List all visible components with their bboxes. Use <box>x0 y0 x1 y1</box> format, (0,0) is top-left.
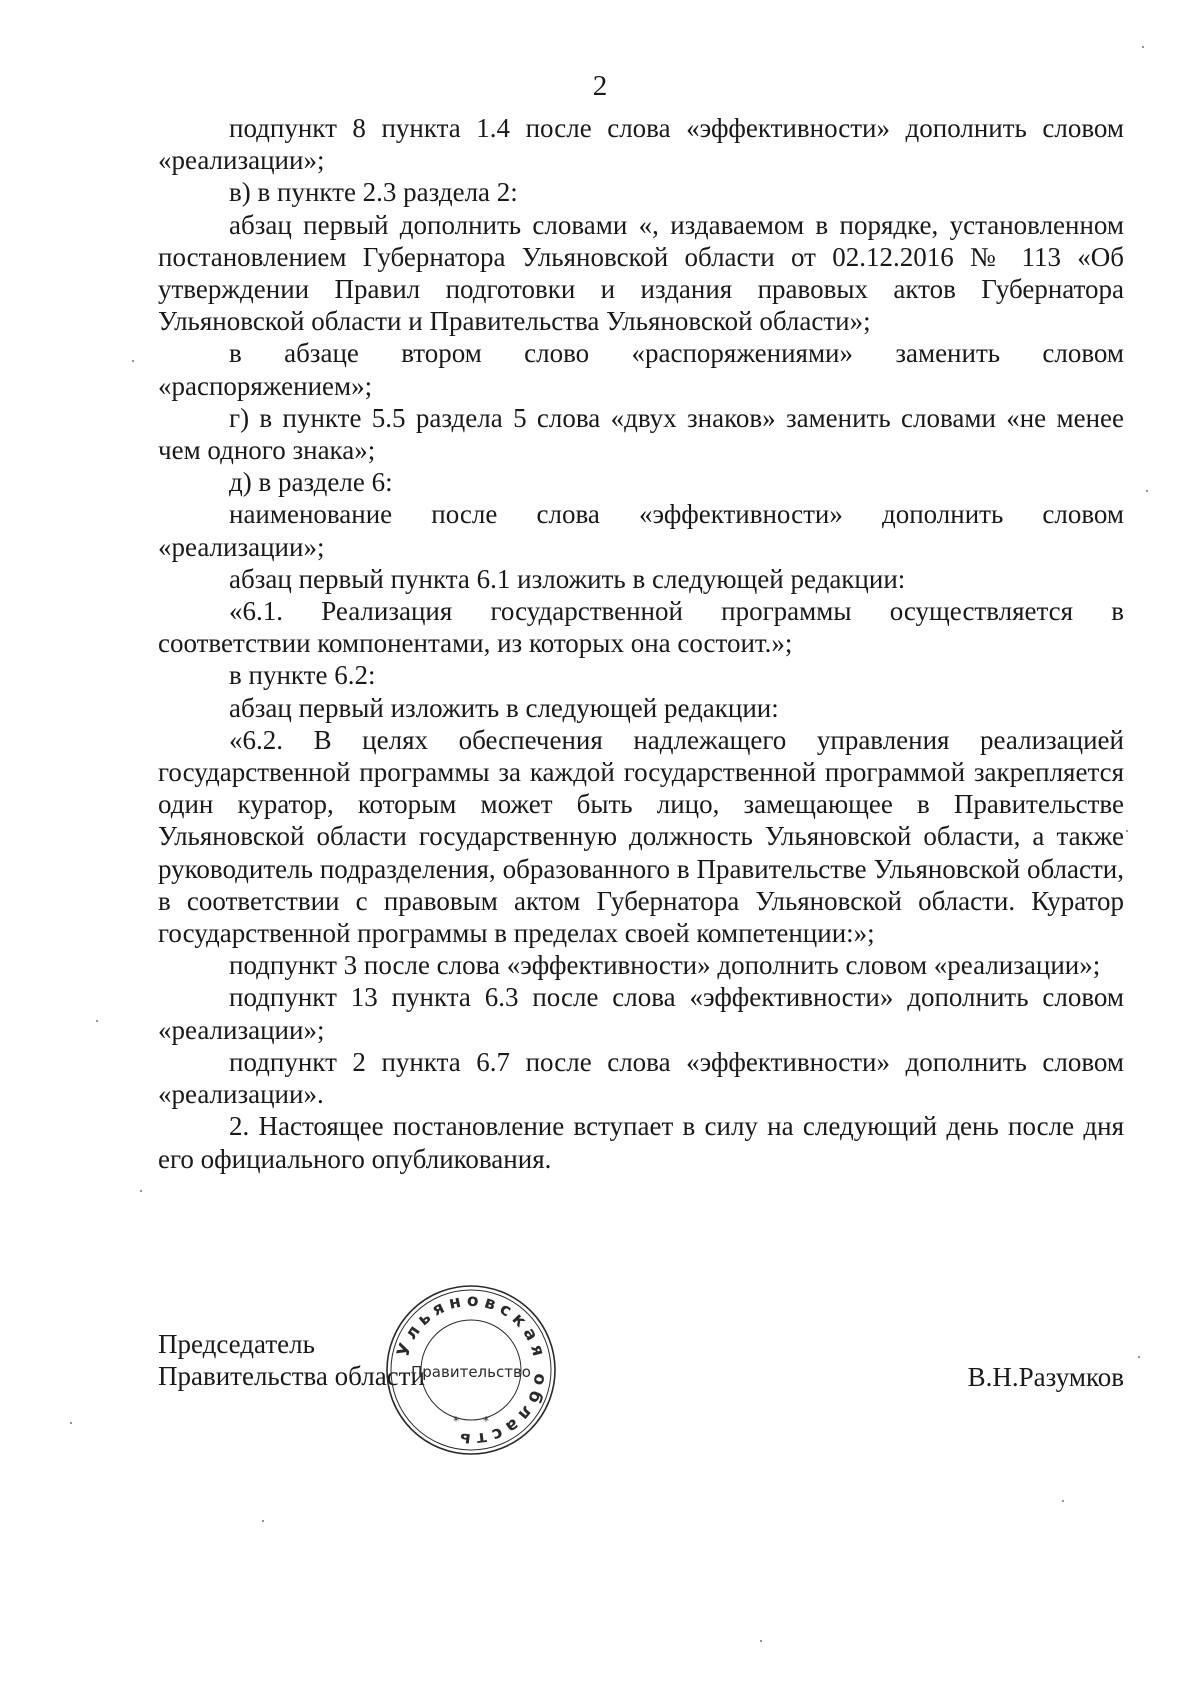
signatory-name: В.Н.Разумков <box>967 1362 1124 1392</box>
paragraph: подпункт 2 пункта 6.7 после слова «эффективности» дополнить словом «реализации». <box>158 1046 1124 1110</box>
svg-text:*: * <box>453 1414 459 1428</box>
paragraph: абзац первый пункта 6.1 изложить в следующей редакции: <box>229 563 906 594</box>
paragraph: наименование после слова «эффективности» дополнить словом «реализации»; <box>158 499 1124 562</box>
signatory-position-line2: Правительства области <box>158 1361 425 1391</box>
paragraph: абзац первый изложить в следующей редакции: <box>229 692 779 723</box>
paragraph: подпункт 8 пункта 1.4 после слова «эффективности» дополнить словом «реализации»; <box>158 113 1124 176</box>
paragraph: абзац первый дополнить словами «, издаваемом в порядке, установленном постановлением Губернатора Ульяновской области от 02.12.2016 № 113 «Об утверждении Правил подготовки и издания правовых актов Губернатора Ульяновской области и Правительства Ульяновской области»; <box>158 209 1124 337</box>
page-number: 2 <box>592 70 608 102</box>
paragraph: в абзаце втором слово «распоряжениями» заменить словом «распоряжением»; <box>158 338 1124 401</box>
signature-block <box>158 1290 1124 1478</box>
paragraph: в пункте 6.2: <box>229 660 376 691</box>
paragraph: в) в пункте 2.3 раздела 2: <box>229 177 518 208</box>
paragraph: д) в разделе 6: <box>229 467 393 498</box>
seal-center-text: Правительство <box>411 1363 531 1381</box>
paragraph: «6.2. В целях обеспечения надлежащего управления реализацией государственной программы за каждой государственной программой закрепляется один куратор, которым может быть лицо, замещающее в Правительстве Ульяновской области государственную должность Ульяновской области, а также руководитель подразделения, образованного в Правительстве Ульяновской области, в соответствии с правовым актом Губернатора Ульяновской области. Куратор государственной программы в пределах своей компетенции:»; <box>158 724 1124 949</box>
paragraph: «6.1. Реализация государственной программы осуществляется в соответствии компонентами, из которых она состоит.»; <box>158 596 1124 659</box>
svg-text:*: * <box>483 1414 489 1428</box>
document-body <box>158 112 1124 1175</box>
paragraph: 2. Настоящее постановление вступает в силу на следующий день после дня его официального опубликования. <box>158 1111 1124 1174</box>
paragraph: подпункт 13 пункта 6.3 после слова «эффективности» дополнить словом «реализации»; <box>158 982 1124 1045</box>
signatory-position-line1: Председатель <box>158 1329 315 1359</box>
paragraph: подпункт 3 после слова «эффективности» дополнить словом «реализации»; <box>229 950 1101 981</box>
official-seal <box>383 1282 559 1458</box>
paragraph: г) в пункте 5.5 раздела 5 слова «двух знаков» заменить словами «не менее чем одного знака»; <box>158 402 1124 466</box>
seal-ring-text: Ульяновская область <box>393 1290 551 1450</box>
